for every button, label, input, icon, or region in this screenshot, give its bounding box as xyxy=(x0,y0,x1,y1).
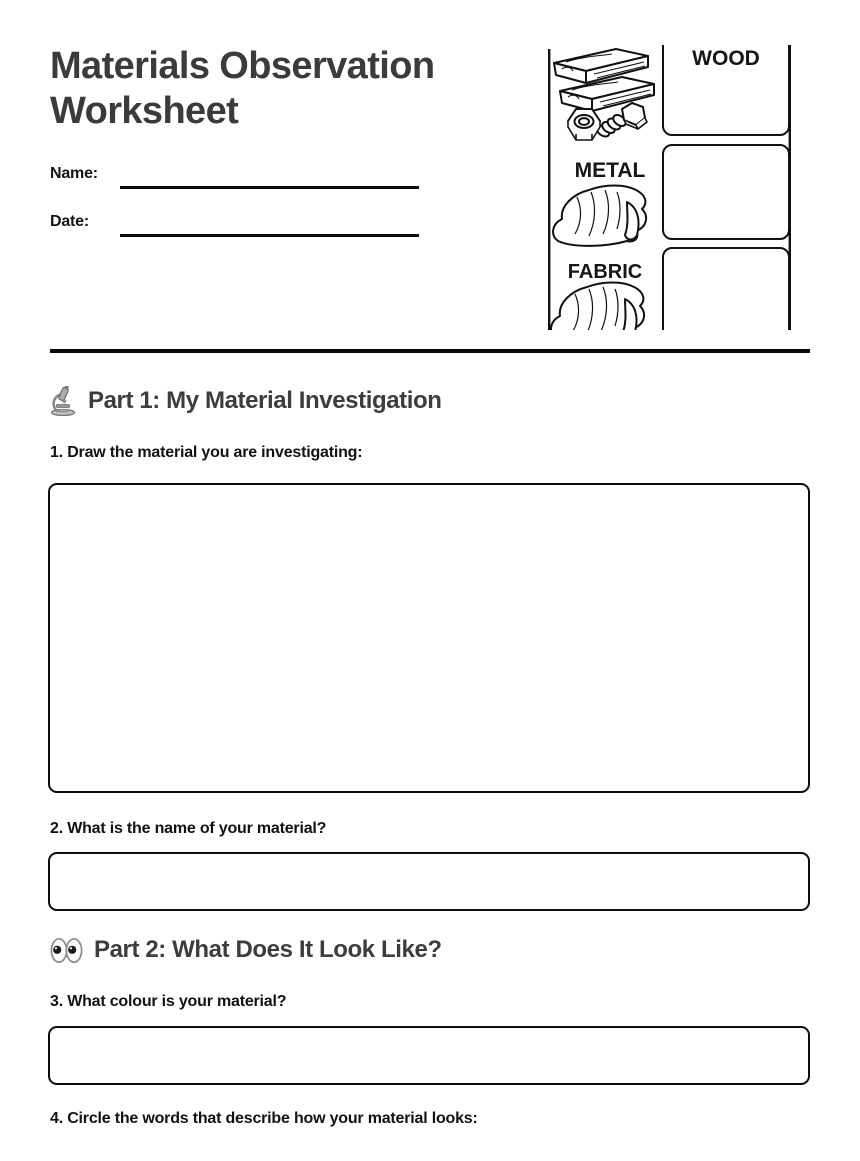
clipart-match-boxes xyxy=(663,45,789,330)
name-write-line[interactable] xyxy=(120,186,419,189)
question-3-label: 3. What colour is your material? xyxy=(50,993,287,1010)
answer-box-q3[interactable] xyxy=(48,1026,810,1085)
metal-match-box xyxy=(663,145,789,239)
fabric-cloth-icon xyxy=(553,186,646,246)
fabric-cloth-icon xyxy=(551,283,644,331)
answer-box-q2[interactable] xyxy=(48,852,810,911)
part2-heading-text: Part 2: What Does It Look Like? xyxy=(94,936,442,963)
question-1-label: 1. Draw the material you are investigating: xyxy=(50,444,363,461)
fabric-label: FABRIC xyxy=(567,261,643,283)
part2-heading xyxy=(50,936,442,964)
wood-planks-icon xyxy=(554,49,654,111)
fabric-match-box xyxy=(663,248,789,330)
drawing-box-q1[interactable] xyxy=(48,483,810,793)
part1-heading xyxy=(50,386,442,416)
metal-label: METAL xyxy=(574,159,646,182)
date-write-line[interactable] xyxy=(120,234,419,237)
nut-and-bolt-icon xyxy=(568,103,647,140)
part1-heading-text: Part 1: My Material Investigation xyxy=(88,387,442,414)
question-2-label: 2. What is the name of your material? xyxy=(50,820,327,837)
wood-box-label: WOOD xyxy=(692,47,760,70)
materials-clipart xyxy=(548,45,791,330)
microscope-icon xyxy=(50,386,77,416)
eyes-icon xyxy=(50,937,83,964)
name-label: Name: xyxy=(50,165,98,182)
page-title: Materials Observation Worksheet xyxy=(50,45,435,132)
date-label: Date: xyxy=(50,213,90,230)
question-4-label: 4. Circle the words that describe how your material looks: xyxy=(50,1110,478,1127)
section-divider xyxy=(50,349,810,353)
